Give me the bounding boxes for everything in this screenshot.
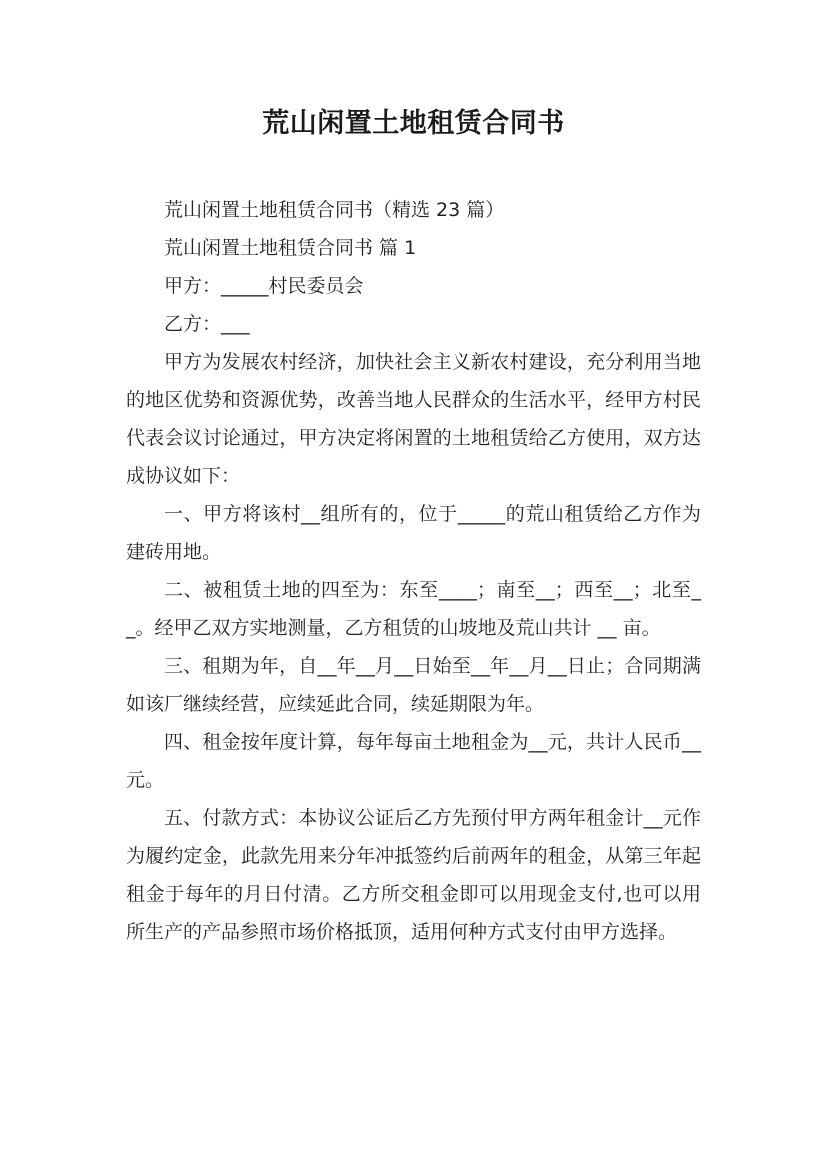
clause-4: 四、租金按年度计算，每年每亩土地租金为__元，共计人民币__元。 <box>126 731 701 791</box>
clause-3: 三、租期为年，自__年__月__日始至__年__月__日止；合同期满如该厂继续经营，应续延此合同，续延期限为年。 <box>126 655 701 715</box>
clause-5: 五、付款方式：本协议公证后乙方先预付甲方两年租金计__元作为履约定金，此款先用来分年冲抵签约后前两年的租金，从第三年起租金于每年的月日付清。乙方所交租金即可以用现金支付,也可以用所生产的产品参照市场价格抵顶，适用何种方式支付由甲方选择。 <box>126 807 701 943</box>
subtitle-line: 荒山闲置土地租赁合同书（精选 23 篇） <box>164 199 505 221</box>
document-body <box>126 191 701 951</box>
party-a-line: 甲方：_____村民委员会 <box>164 275 364 297</box>
document-title: 荒山闲置土地租赁合同书 <box>262 108 565 139</box>
clause-1: 一、甲方将该村__组所有的，位于_____的荒山租赁给乙方作为建砖用地。 <box>126 503 701 563</box>
party-b-line: 乙方：___ <box>164 313 250 335</box>
clause-2: 二、被租赁土地的四至为：东至____；南至__；西至__；北至__。经甲乙双方实地测量，乙方租赁的山坡地及荒山共计 __ 亩。 <box>126 579 701 639</box>
section-heading: 荒山闲置土地租赁合同书 篇 1 <box>164 237 417 259</box>
intro-paragraph: 甲方为发展农村经济，加快社会主义新农村建设，充分利用当地的地区优势和资源优势，改善当地人民群众的生活水平，经甲方村民代表会议讨论通过，甲方决定将闲置的土地租赁给乙方使用，双方达成协议如下： <box>126 351 701 487</box>
